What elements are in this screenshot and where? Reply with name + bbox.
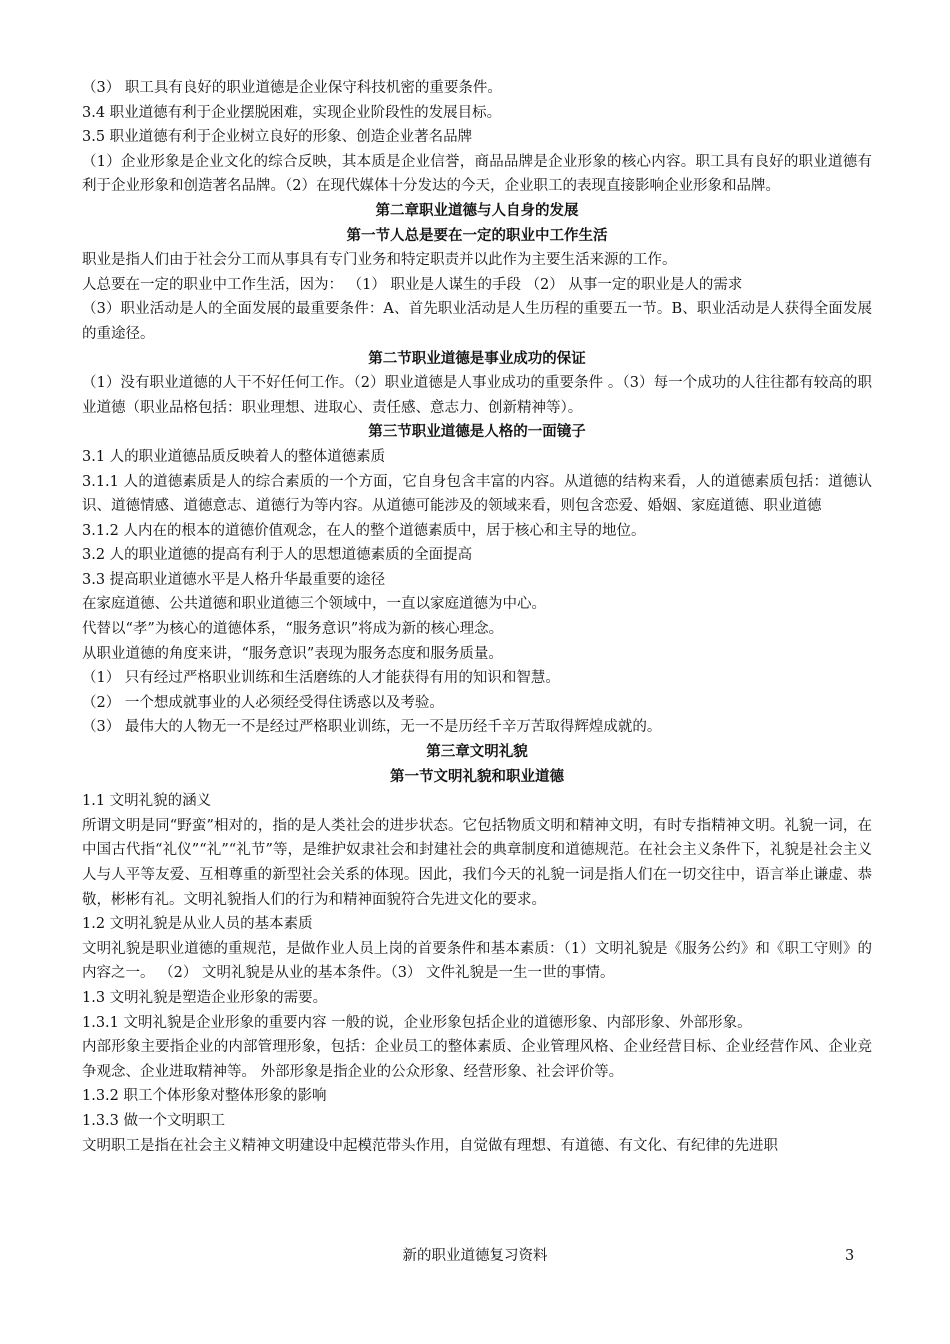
section-heading: 第二节职业道德是事业成功的保证 <box>368 349 586 367</box>
paragraph: （1） 只有经过严格职业训练和生活磨练的人才能获得有用的知识和智慧。 <box>82 670 560 687</box>
paragraph: 在家庭道德、公共道德和职业道德三个领域中，一直以家庭道德为中心。 <box>82 596 546 613</box>
paragraph: （3）职业活动是人的全面发展的最重要条件：A、首先职业活动是人生历程的重要五一节。B、职业活动是人获得全面发展的重途径。 <box>82 301 872 342</box>
paragraph: 3.2 人的职业道德的提高有利于人的思想道德素质的全面提高 <box>82 547 473 564</box>
paragraph: 1.3.1 文明礼貌是企业形象的重要内容 一般的说，企业形象包括企业的道德形象、内部形象、外部形象。 <box>82 1014 752 1031</box>
chapter-heading: 第二章职业道德与人自身的发展 <box>375 201 579 219</box>
paragraph: 代替以“孝”为核心的道德体系，“服务意识”将成为新的核心理念。 <box>82 621 504 638</box>
paragraph: 1.3 文明礼貌是塑造企业形象的需要。 <box>82 989 328 1006</box>
paragraph: 3.4 职业道德有利于企业摆脱困难，实现企业阶段性的发展目标。 <box>82 104 502 121</box>
paragraph: 3.1.2 人内在的根本的道德价值观念，在人的整个道德素质中，居于核心和主导的地位。 <box>82 522 646 539</box>
paragraph: （2） 一个想成就事业的人必须经受得住诱惑以及考验。 <box>82 694 444 711</box>
paragraph: 1.2 文明礼貌是从业人员的基本素质 <box>82 916 313 933</box>
paragraph: 从职业道德的角度来讲，“服务意识”表现为服务态度和服务质量。 <box>82 645 503 662</box>
paragraph: 职业是指人们由于社会分工而从事具有专门业务和特定职责并以此作为主要生活来源的工作。 <box>82 252 677 269</box>
section-heading: 第三节职业道德是人格的一面镜子 <box>368 423 586 441</box>
paragraph: 3.5 职业道德有利于企业树立良好的形象、创造企业著名品牌 <box>82 129 473 146</box>
document-body <box>82 76 872 1158</box>
section-heading: 第一节人总是要在一定的职业中工作生活 <box>346 226 608 244</box>
paragraph: （1）企业形象是企业文化的综合反映，其本质是企业信誉，商品品牌是企业形象的核心内容。职工具有良好的职业道德有利于企业形象和创造著名品牌。（2）在现代媒体十分发达的今天，企业职工的表现直接影响企业形象和品牌。 <box>82 153 872 195</box>
section-heading: 第一节文明礼貌和职业道德 <box>390 767 564 785</box>
page-number: 3 <box>845 1248 855 1264</box>
paragraph: 人总要在一定的职业中工作生活，因为： （1） 职业是人谋生的手段 （2） 从事一定的职业是人的需求 <box>82 276 743 293</box>
paragraph: 3.3 提高职业道德水平是人格升华最重要的途径 <box>82 571 386 588</box>
paragraph: （3） 职工具有良好的职业道德是企业保守科技机密的重要条件。 <box>82 80 502 96</box>
paragraph: 文明职工是指在社会主义精神文明建设中起模范带头作用，自觉做有理想、有道德、有文化、有纪律的先进职 <box>82 1137 778 1154</box>
paragraph: （3） 最伟大的人物无一不是经过严格职业训练，无一不是历经千辛万苦取得辉煌成就的。 <box>82 719 662 736</box>
paragraph: 文明礼貌是职业道德的重规范，是做作业人员上岗的首要条件和基本素质：（1）文明礼貌是《服务公约》和《职工守则》的内容之一。 （2） 文明礼貌是从业的基本条件。（3） 文件礼貌是一生一世的事情。 <box>82 940 872 982</box>
paragraph: 1.3.3 做一个文明职工 <box>82 1112 226 1129</box>
paragraph: （1）没有职业道德的人干不好任何工作。（2）职业道德是人事业成功的重要条件 。（3）每一个成功的人往往都有较高的职业道德（职业品格包括：职业理想、进取心、责任感、意志力、创新精神等）。 <box>82 375 872 416</box>
chapter-heading: 第三章文明礼貌 <box>426 743 528 761</box>
footer-title: 新的职业道德复习资料 <box>402 1248 548 1264</box>
paragraph: 1.3.2 职工个体形象对整体形象的影响 <box>82 1088 327 1105</box>
paragraph: 3.1 人的职业道德品质反映着人的整体道德素质 <box>82 448 386 465</box>
paragraph: 1.1 文明礼貌的涵义 <box>82 793 212 810</box>
paragraph: 内部形象主要指企业的内部管理形象，包括：企业员工的整体素质、企业管理风格、企业经营目标、企业经营作风、企业竞争观念、企业进取精神等。 外部形象是指企业的公众形象、经营形象、社会评价等。 <box>82 1039 872 1080</box>
paragraph: 所谓文明是同“野蛮”相对的，指的是人类社会的进步状态。它包括物质文明和精神文明，有时专指精神文明。礼貌一词，在中国古代指“礼仪”“礼”“礼节”等，是维护奴隶社会和封建社会的典章制度和道德规范。在社会主义条件下，礼貌是社会主义人与人平等友爱、互相尊重的新型社会关系的体现。因此，我们今天的礼貌一词是指人们在一切交往中，语言举止谦虚、恭敬，彬彬有礼。文明礼貌指人们的行为和精神面貌符合先进文化的要求。 <box>82 817 872 908</box>
paragraph: 3.1.1 人的道德素质是人的综合素质的一个方面，它自身包含丰富的内容。从道德的结构来看，人的道德素质包括：道德认识、道德情感、道德意志、道德行为等内容。从道德可能涉及的领域来看，则包含恋爱、婚姻、家庭道德、职业道德 <box>82 473 872 515</box>
